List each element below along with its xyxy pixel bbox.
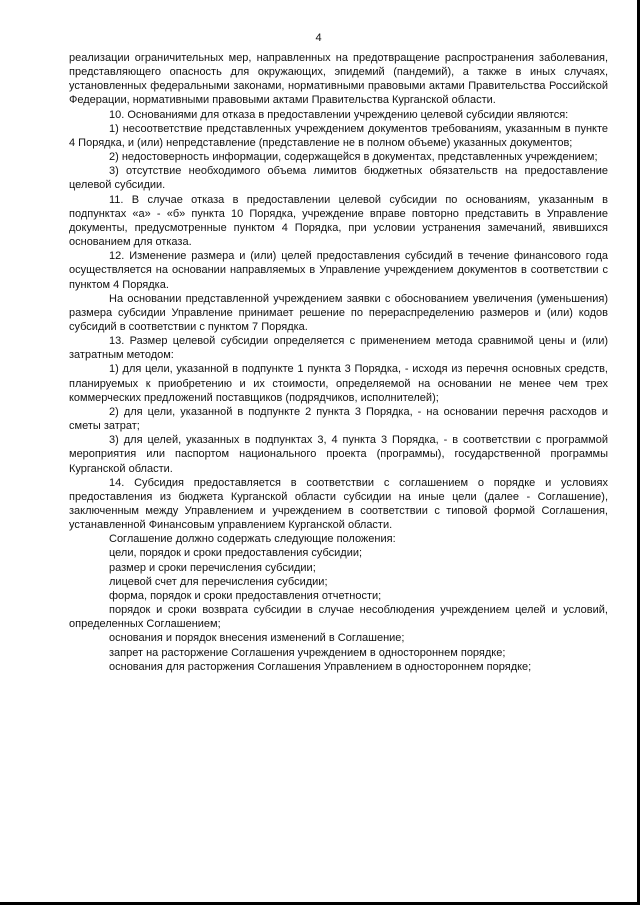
paragraph: основания для расторжения Соглашения Управлением в одностороннем порядке; [109, 660, 532, 673]
paragraph: На основании представленной учреждением заявки с обоснованием увеличения (уменьшения) размера субсидии Управление принимает решение по перераспределению размеров и (или) кодов субсидий в соответствии с пунктом 7 Порядка. [69, 292, 608, 333]
paragraph: порядок и сроки возврата субсидии в случае несоблюдения учреждением целей и условий, определенных Соглашением; [69, 604, 608, 631]
paragraph: запрет на расторжение Соглашения учреждением в одностороннем порядке; [109, 646, 506, 659]
paragraph: основания и порядок внесения изменений в Соглашение; [109, 632, 405, 645]
document-body [69, 51, 608, 674]
paragraph: 10. Основаниями для отказа в предоставлении учреждению целевой субсидии являются: [109, 108, 569, 121]
page-number: 4 [315, 32, 322, 44]
paragraph: размер и сроки перечисления субсидии; [109, 561, 316, 574]
paragraph: 1) для цели, указанной в подпункте 1 пункта 3 Порядка, - исходя из перечня основных средств, планируемых к приобретению и их стоимости, определяемой на основании не менее чем трех коммерческих предложений поставщиков (подрядчиков, исполнителей); [69, 363, 608, 404]
paragraph: 2) для цели, указанной в подпункте 2 пункта 3 Порядка, - на основании перечня расходов и сметы затрат; [69, 405, 608, 433]
paragraph: 3) для целей, указанных в подпунктах 3, 4 пункта 3 Порядка, - в соответствии с программой мероприятия или паспортом национального проекта (программы), государственной программы Курганской области. [69, 434, 608, 475]
paragraph: цели, порядок и сроки предоставления субсидии; [109, 547, 363, 560]
paragraph: 12. Изменение размера и (или) целей предоставления субсидий в течение финансового года осуществляется на основании направляемых в Управление учреждением документов в соответствии с пунктом 4 Порядка. [69, 250, 608, 291]
paragraph: реализации ограничительных мер, направленных на предотвращение распространения заболевания, представляющего опасность для окружающих, эпидемий (пандемий), а также в иных случаях, установленных федеральными законами, нормативными правовыми актами Правительства Российской Федерации, нормативными правовыми актами Правительства Курганской области. [69, 52, 608, 107]
paragraph: форма, порядок и сроки предоставления отчетности; [109, 589, 382, 602]
paragraph: лицевой счет для перечисления субсидии; [109, 575, 328, 588]
paragraph: 14. Субсидия предоставляется в соответствии с соглашением о порядке и условиях предоставления из бюджета Курганской области субсидии на иные цели (далее - Соглашение), заключенным между Управлением и учреждением в соответствии с типовой формой Соглашения, устанавленной Финансовым управлением Курганской области. [69, 476, 608, 532]
paragraph: 11. В случае отказа в предоставлении целевой субсидии по основаниям, указанным в подпунктах «а» - «б» пункта 10 Порядка, учреждение вправе повторно представить в Управление документы, предусмотренные пунктом 4 Порядка, при условии устранения замечаний, явившихся основанием для отказа. [69, 193, 608, 249]
paragraph: 13. Размер целевой субсидии определяется с применением метода сравнимой цены и (или) затратным методом: [69, 335, 608, 362]
paragraph: Соглашение должно содержать следующие положения: [109, 533, 396, 546]
paragraph: 1) несоответствие представленных учреждением документов требованиям, указанным в пункте 4 Порядка, и (или) непредставление (представление не в полном объеме) указанных документов; [69, 122, 608, 149]
paragraph: 3) отсутствие необходимого объема лимитов бюджетных обязательств на предоставление целевой субсидии. [69, 165, 608, 192]
paragraph: 2) недостоверность информации, содержащейся в документах, представленных учреждением; [109, 151, 598, 164]
